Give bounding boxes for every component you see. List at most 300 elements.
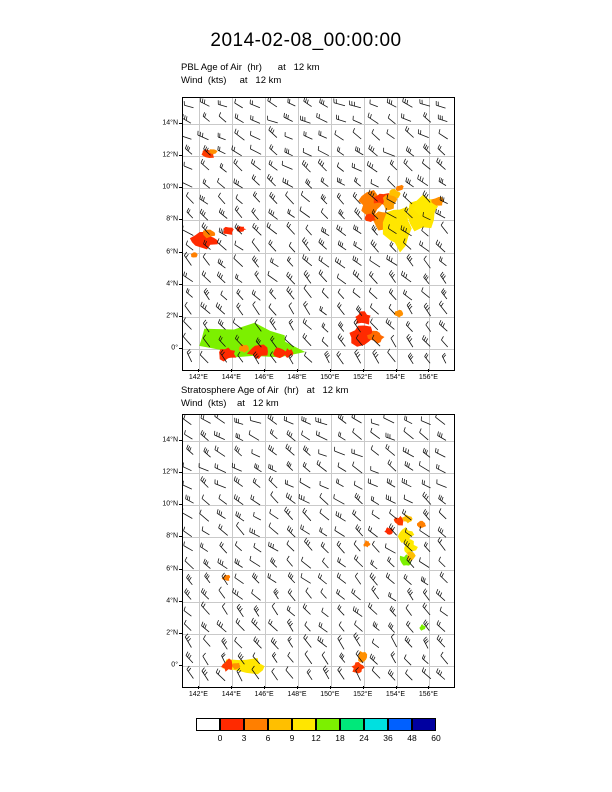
wind-barb: [334, 99, 345, 106]
wind-barb: [303, 148, 311, 156]
wind-barb: [254, 512, 261, 520]
wind-barb: [352, 163, 362, 171]
wind-barb: [370, 256, 380, 267]
wind-barb: [184, 101, 193, 108]
wind-barb: [319, 256, 329, 267]
wind-barb: [289, 303, 294, 315]
wind-barb: [419, 461, 429, 471]
wind-barb: [219, 112, 226, 122]
wind-barb: [337, 193, 344, 204]
wind-barb: [306, 225, 312, 235]
wind-barb: [372, 209, 378, 219]
wind-barb: [222, 603, 227, 614]
x-axis-tick-mark: [297, 369, 298, 372]
y-axis-tick-label: 0°: [171, 661, 178, 669]
wind-barb: [303, 604, 310, 615]
x-axis-tick-mark: [396, 369, 397, 372]
wind-barb: [186, 192, 193, 203]
wind-barb: [406, 321, 412, 332]
wind-barb: [285, 132, 293, 139]
wind-barb: [235, 574, 244, 584]
wind-barb: [406, 177, 414, 187]
wind-barb: [373, 350, 379, 364]
wind-barb: [198, 131, 209, 140]
wind-barb: [219, 228, 227, 236]
wind-barb: [337, 541, 345, 553]
wind-barb: [319, 622, 328, 632]
wind-barb: [371, 560, 378, 569]
stratosphere-age-of-air-plot: [182, 414, 455, 688]
wind-barb: [269, 126, 277, 137]
wind-barb: [386, 573, 394, 584]
wind-barb: [233, 588, 243, 599]
wind-barb: [319, 270, 327, 282]
wind-barb: [270, 352, 276, 363]
x-axis-tick-label: 144°E: [221, 691, 241, 698]
wind-barb: [338, 241, 346, 250]
wind-barb: [403, 447, 414, 457]
wind-barb: [426, 321, 431, 331]
wind-barb: [269, 619, 278, 631]
wind-barb: [302, 416, 311, 424]
wind-barb: [185, 588, 192, 599]
wind-barb: [354, 319, 361, 332]
wind-barb: [372, 586, 379, 599]
wind-barb: [421, 576, 428, 585]
wind-barb: [424, 620, 430, 631]
wind-barb: [215, 479, 226, 488]
wind-barb: [200, 195, 208, 204]
wind-barb: [270, 317, 276, 330]
wind-barb: [237, 289, 243, 300]
wind-barb: [185, 634, 191, 648]
wind-barb: [338, 321, 343, 331]
wind-barb: [203, 653, 208, 665]
wind-barb: [304, 352, 312, 363]
wind-barb: [370, 319, 377, 330]
wind-barb: [405, 528, 412, 537]
wind-barb: [391, 335, 396, 347]
wind-barb: [183, 509, 192, 519]
wind-barb: [204, 559, 211, 569]
wind-barb: [233, 318, 242, 329]
wind-barb: [184, 620, 191, 631]
wind-barb: [372, 335, 380, 346]
wind-barb: [422, 655, 428, 664]
wind-barb: [440, 572, 448, 583]
wind-barb: [322, 227, 330, 236]
wind-barb: [269, 304, 276, 316]
wind-barb: [299, 494, 310, 503]
wind-barb: [274, 589, 279, 600]
x-axis-tick-mark: [330, 686, 331, 689]
wind-barb: [287, 619, 293, 632]
wind-barb: [303, 319, 312, 330]
wind-barb: [217, 620, 226, 632]
wind-barb: [371, 445, 379, 455]
wind-barb: [390, 509, 397, 519]
wind-barb: [269, 476, 277, 488]
wind-barb: [270, 144, 278, 155]
wind-barb: [318, 146, 329, 156]
wind-barb: [423, 191, 430, 203]
wind-barb: [424, 256, 431, 268]
wind-barb: [423, 603, 430, 615]
wind-barb: [320, 98, 328, 107]
wind-barb: [252, 175, 260, 186]
wind-barb: [283, 178, 293, 188]
y-axis-tick-mark: [179, 284, 182, 285]
wind-barb: [335, 447, 345, 455]
x-axis-tick-mark: [264, 686, 265, 689]
wind-barb: [369, 190, 378, 202]
wind-barb: [202, 271, 211, 283]
y-axis-tick-label: 4°N: [166, 280, 178, 288]
wind-barb: [420, 99, 430, 106]
wind-barb: [215, 463, 226, 472]
wind-barb: [267, 174, 275, 186]
wind-barb: [338, 432, 345, 441]
wind-barb: [302, 431, 310, 441]
wind-barb: [389, 289, 396, 300]
wind-barb: [301, 116, 311, 124]
wind-barb: [235, 335, 242, 346]
wind-barb: [302, 238, 310, 251]
wind-barb: [251, 159, 260, 170]
wind-barb: [442, 353, 446, 363]
wind-barb: [284, 113, 293, 122]
wind-barb: [323, 666, 329, 679]
y-axis-tick-label: 2°N: [166, 629, 178, 637]
wind-barb: [304, 538, 312, 551]
wind-barb: [404, 540, 413, 552]
x-axis-tick-label: 156°E: [418, 374, 438, 381]
y-axis-tick-label: 2°N: [166, 312, 178, 320]
y-axis-tick-label: 8°N: [166, 215, 178, 223]
wind-barb: [354, 225, 362, 234]
x-axis-tick-label: 148°E: [287, 374, 307, 381]
wind-barb: [271, 557, 277, 567]
wind-barb: [270, 429, 277, 439]
wind-barb: [407, 556, 414, 568]
wind-barb: [437, 479, 447, 487]
wind-barb: [438, 145, 445, 156]
wind-barb: [236, 522, 244, 535]
wind-barb: [388, 176, 396, 188]
wind-barb: [419, 557, 429, 567]
wind-barb: [441, 222, 448, 234]
wind-barb: [300, 478, 310, 488]
panel-1-label-line2: Wind (kts) at 12 km: [181, 75, 282, 86]
wind-barb: [306, 588, 312, 599]
wind-barb: [237, 303, 243, 315]
wind-barb: [424, 144, 431, 154]
wind-barb: [386, 208, 397, 218]
y-axis-tick-mark: [179, 665, 182, 666]
wind-barb: [235, 637, 242, 648]
colorbar-cell: [268, 718, 292, 731]
wind-barb: [388, 460, 396, 472]
wind-barb: [318, 573, 326, 584]
wind-barb: [422, 480, 430, 488]
wind-barb: [268, 415, 277, 424]
wind-barb: [438, 115, 447, 122]
x-axis-tick-mark: [428, 369, 429, 372]
wind-barb: [218, 133, 226, 140]
colorbar-cell: [388, 718, 412, 731]
wind-barb: [424, 112, 431, 122]
wind-barb: [287, 287, 295, 300]
wind-barb: [204, 288, 209, 300]
wind-barb: [301, 557, 311, 568]
wind-barb: [286, 444, 295, 455]
wind-barb: [337, 163, 343, 172]
wind-barb: [353, 270, 362, 282]
wind-barb: [389, 592, 396, 601]
wind-barb: [269, 542, 279, 551]
x-axis-tick-mark: [363, 686, 364, 689]
wind-barb: [303, 462, 310, 472]
wind-barb: [204, 240, 211, 250]
wind-barb: [234, 179, 243, 189]
wind-barb: [388, 557, 395, 567]
wind-barb: [301, 573, 311, 583]
wind-barb: [387, 129, 395, 138]
wind-barb: [289, 354, 293, 364]
wind-barb: [422, 667, 431, 678]
wind-barb: [318, 636, 327, 647]
wind-barb: [271, 491, 278, 503]
wind-barb: [252, 256, 258, 268]
wind-barb: [200, 351, 208, 363]
wind-barb: [282, 161, 292, 170]
wind-barb: [372, 639, 379, 648]
wind-barb: [183, 178, 192, 187]
wind-barb: [337, 225, 346, 236]
wind-barb: [201, 430, 209, 441]
wind-barb: [203, 179, 210, 188]
wind-barb: [436, 415, 446, 425]
wind-barb: [250, 145, 261, 155]
wind-barb: [267, 223, 277, 235]
wind-barb: [371, 466, 379, 473]
wind-barb: [424, 542, 430, 552]
wind-barb: [316, 431, 327, 440]
wind-barb: [436, 101, 445, 108]
wind-barb: [356, 335, 362, 346]
wind-barb: [235, 558, 243, 567]
wind-barb: [219, 336, 226, 347]
wind-barb: [322, 323, 328, 333]
wind-barb: [252, 618, 261, 631]
wind-barb: [253, 192, 259, 203]
wind-barb: [356, 667, 361, 680]
wind-barb: [386, 495, 396, 504]
wind-barb: [389, 270, 395, 282]
wind-barb: [369, 288, 377, 299]
wind-barb: [252, 666, 259, 679]
wind-barb: [250, 556, 260, 567]
wind-barb: [353, 116, 362, 124]
wind-barb: [424, 637, 429, 649]
x-axis-tick-label: 142°E: [188, 374, 208, 381]
wind-barb: [356, 525, 363, 537]
wind-barb: [219, 587, 225, 599]
wind-barb: [316, 417, 327, 425]
wind-barb: [322, 652, 328, 665]
wind-barb: [285, 480, 293, 488]
wind-barb: [187, 666, 194, 679]
wind-barb: [355, 493, 363, 504]
wind-barb: [184, 272, 193, 282]
wind-barb: [420, 241, 430, 252]
colorbar-tick-label: 36: [383, 733, 393, 743]
wind-barb: [235, 418, 243, 425]
wind-barb: [235, 541, 241, 551]
y-axis-tick-label: 10°N: [162, 183, 178, 191]
wind-barb: [187, 574, 193, 585]
wind-barb: [300, 207, 310, 218]
wind-barb: [304, 270, 311, 283]
wind-barb: [387, 98, 396, 107]
wind-barb: [338, 463, 346, 472]
colorbar-cell: [340, 718, 364, 731]
wind-barb: [368, 526, 377, 537]
wind-barb: [254, 543, 261, 552]
wind-barb: [420, 429, 429, 440]
wind-barb: [184, 607, 191, 617]
wind-barb: [317, 113, 328, 122]
wind-barb: [356, 305, 362, 315]
wind-barb: [203, 253, 210, 265]
wind-barb: [367, 161, 377, 172]
x-axis-tick-label: 146°E: [254, 374, 274, 381]
wind-barb: [354, 541, 360, 552]
x-axis-tick-label: 154°E: [385, 374, 406, 381]
wind-barb: [423, 212, 431, 220]
wind-barb: [287, 430, 295, 441]
wind-barb: [321, 208, 328, 218]
wind-barb: [302, 160, 310, 172]
wind-barb: [187, 349, 192, 362]
wind-barb: [353, 428, 362, 439]
wind-barb: [349, 101, 361, 108]
wind-barb: [287, 272, 295, 284]
x-axis-tick-label: 152°E: [353, 691, 373, 698]
wind-barb: [218, 146, 226, 154]
wind-barb: [253, 223, 262, 235]
wind-barb: [287, 257, 293, 267]
wind-barb: [237, 668, 242, 681]
wind-barb: [218, 259, 225, 269]
wind-barb: [200, 543, 207, 552]
wind-barb: [253, 478, 260, 488]
wind-barb: [219, 494, 227, 504]
wind-barb: [271, 336, 277, 348]
wind-barb: [319, 131, 327, 139]
wind-barb: [320, 481, 329, 489]
wind-barb: [187, 445, 194, 455]
wind-barb: [236, 433, 243, 441]
wind-barb: [202, 223, 210, 235]
wind-barb: [219, 524, 228, 536]
wind-barb: [184, 527, 192, 537]
wind-barb: [202, 622, 210, 632]
y-axis-tick-mark: [179, 316, 182, 317]
y-axis-tick-mark: [179, 504, 182, 505]
wind-barb: [389, 524, 396, 536]
x-axis-tick-label: 142°E: [188, 691, 208, 698]
wind-barb: [442, 289, 447, 300]
wind-barb: [287, 461, 293, 470]
wind-barb: [185, 145, 192, 155]
wind-barb: [403, 239, 411, 250]
wind-barb: [272, 652, 277, 662]
wind-barb: [320, 306, 327, 315]
colorbar-cell: [412, 718, 436, 731]
x-axis-tick-label: 146°E: [254, 691, 274, 698]
wind-barb: [252, 208, 259, 220]
wind-barb: [322, 337, 328, 347]
wind-barb: [321, 177, 328, 186]
wind-barb: [423, 509, 429, 520]
wind-barb: [325, 351, 330, 363]
wind-barb: [425, 353, 431, 363]
wind-barb: [254, 606, 259, 617]
wind-barb: [320, 493, 328, 505]
wind-barb: [288, 209, 295, 218]
wind-barb: [236, 618, 244, 630]
wind-barb: [438, 537, 445, 550]
wind-barb: [289, 242, 295, 252]
wind-barb: [251, 495, 260, 505]
wind-barb: [272, 668, 278, 680]
wind-barb: [218, 193, 225, 204]
wind-barb: [354, 241, 362, 250]
y-axis-tick-mark: [179, 601, 182, 602]
wind-barb: [269, 209, 278, 220]
wind-barb: [404, 655, 411, 666]
wind-barb-field: [183, 98, 454, 370]
wind-barb: [319, 449, 327, 456]
wind-barb: [439, 320, 447, 331]
wind-barb: [441, 336, 447, 347]
wind-barb: [235, 206, 242, 218]
wind-barb: [184, 252, 191, 266]
wind-barb: [232, 463, 242, 471]
wind-barb: [436, 240, 445, 252]
panel-2-label-line1: Stratosphere Age of Air (hr) at 12 km: [181, 385, 349, 396]
wind-barb: [184, 318, 192, 330]
wind-barb: [217, 509, 225, 518]
colorbar-tick-label: 48: [407, 733, 417, 743]
wind-barb: [272, 603, 278, 615]
wind-barb: [435, 448, 445, 457]
wind-barb: [372, 510, 380, 519]
wind-barb: [288, 98, 296, 106]
wind-barb: [270, 192, 278, 204]
wind-barb: [356, 650, 363, 663]
wind-barb: [252, 290, 260, 301]
y-axis-tick-mark: [179, 348, 182, 349]
wind-barb: [368, 603, 377, 615]
wind-barb: [303, 333, 311, 346]
wind-barb: [235, 274, 242, 283]
wind-barb: [423, 492, 431, 505]
wind-barb: [404, 427, 414, 439]
wind-barb: [319, 238, 327, 249]
wind-barb: [388, 224, 396, 233]
